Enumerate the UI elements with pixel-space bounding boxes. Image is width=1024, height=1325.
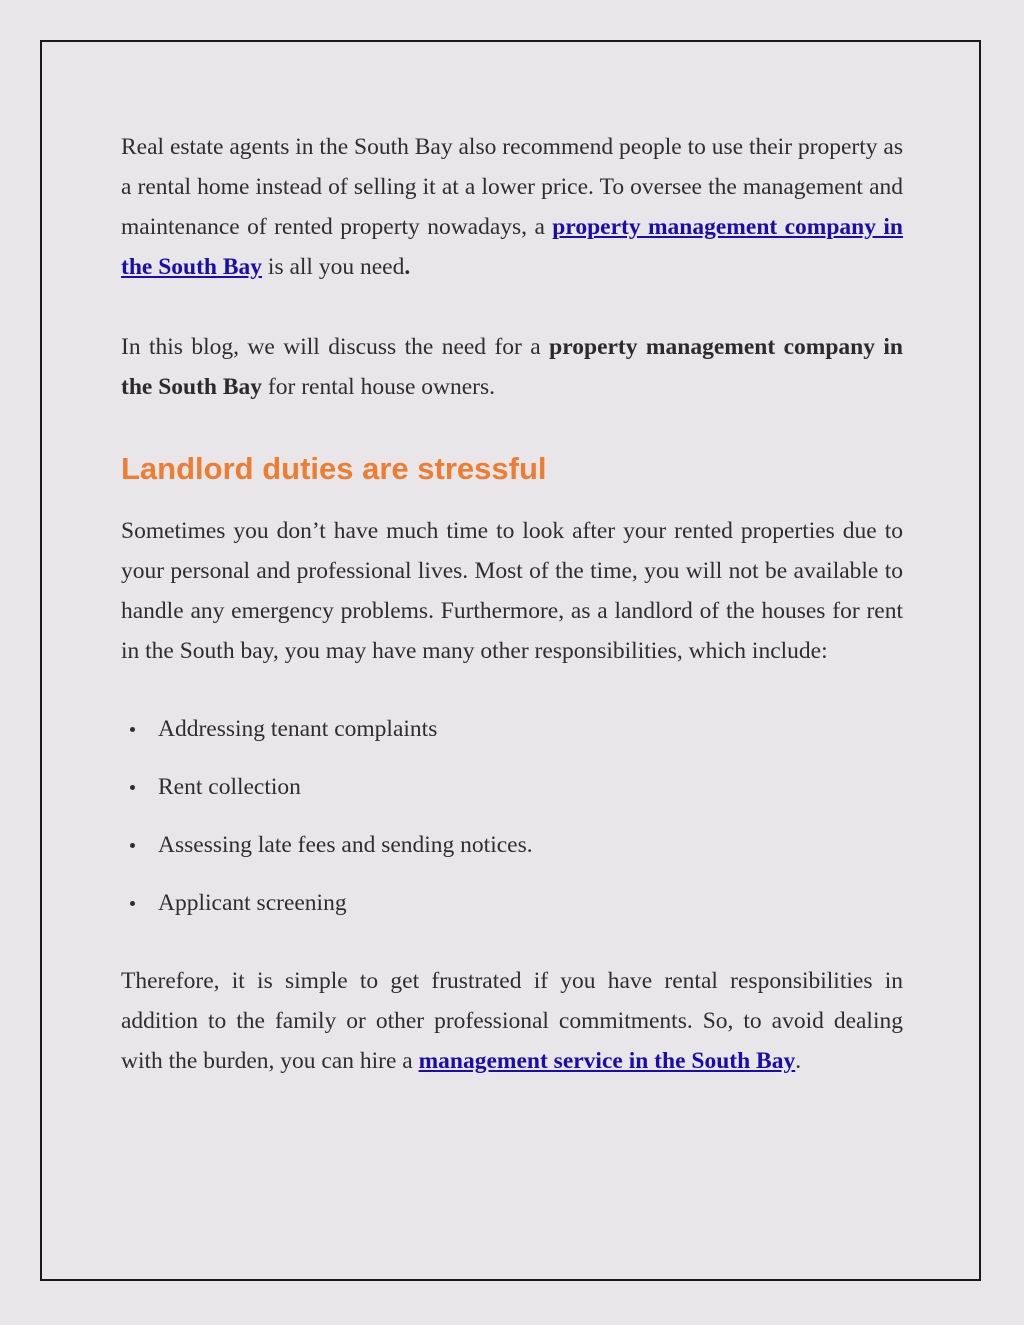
- bullet-dot-icon: [130, 901, 135, 906]
- property-management-link[interactable]: property management company in the South Bay: [121, 214, 903, 280]
- conclusion-text: Therefore, it is simple to get frustrated if you have rental responsibilities in addition to the family or other professional commitments. So, to avoid dealing with the burden, you can hire a: [121, 968, 903, 1074]
- blog-intro-bold: property management company in the South Bay: [121, 334, 903, 400]
- blog-intro-paragraph: [121, 327, 903, 407]
- document-body: [121, 127, 903, 1081]
- list-item-text: Addressing tenant complaints: [158, 716, 438, 742]
- bullet-dot-icon: [130, 785, 135, 790]
- list-item-text: Assessing late fees and sending notices.: [158, 832, 533, 858]
- management-service-link[interactable]: management service in the South Bay: [418, 1048, 796, 1074]
- list-item: [121, 709, 903, 749]
- intro-paragraph: [121, 127, 903, 287]
- blog-intro-text: In this blog, we will discuss the need for a: [121, 334, 550, 360]
- intro-text: Real estate agents in the South Bay also recommend people to use their property as a rental home instead of selling it at a lower price. To oversee the management and maintenance of rented property nowadays, a: [121, 134, 903, 240]
- intro-text-end: is all you need: [262, 254, 405, 280]
- list-item: [121, 767, 903, 807]
- list-item: [121, 825, 903, 865]
- bullet-dot-icon: [130, 843, 135, 848]
- bullet-dot-icon: [130, 727, 135, 732]
- responsibilities-list: [121, 709, 903, 923]
- list-item-text: Rent collection: [158, 774, 301, 800]
- list-item-text: Applicant screening: [158, 890, 347, 916]
- intro-end-mark: .: [404, 254, 411, 280]
- conclusion-text-end: .: [795, 1048, 802, 1074]
- list-item: [121, 883, 903, 923]
- blog-intro-text-end: for rental house owners.: [262, 374, 496, 400]
- section-heading: Landlord duties are stressful: [121, 451, 547, 486]
- conclusion-paragraph: [121, 961, 903, 1081]
- section-paragraph: Sometimes you don’t have much time to look after your rented properties due to your personal and professional lives. Most of the time, you will not be available to handle any emergency problems. Furthermore, as a landlord of the houses for rent in the South bay, you may have many other responsibilities, which include:: [121, 518, 903, 664]
